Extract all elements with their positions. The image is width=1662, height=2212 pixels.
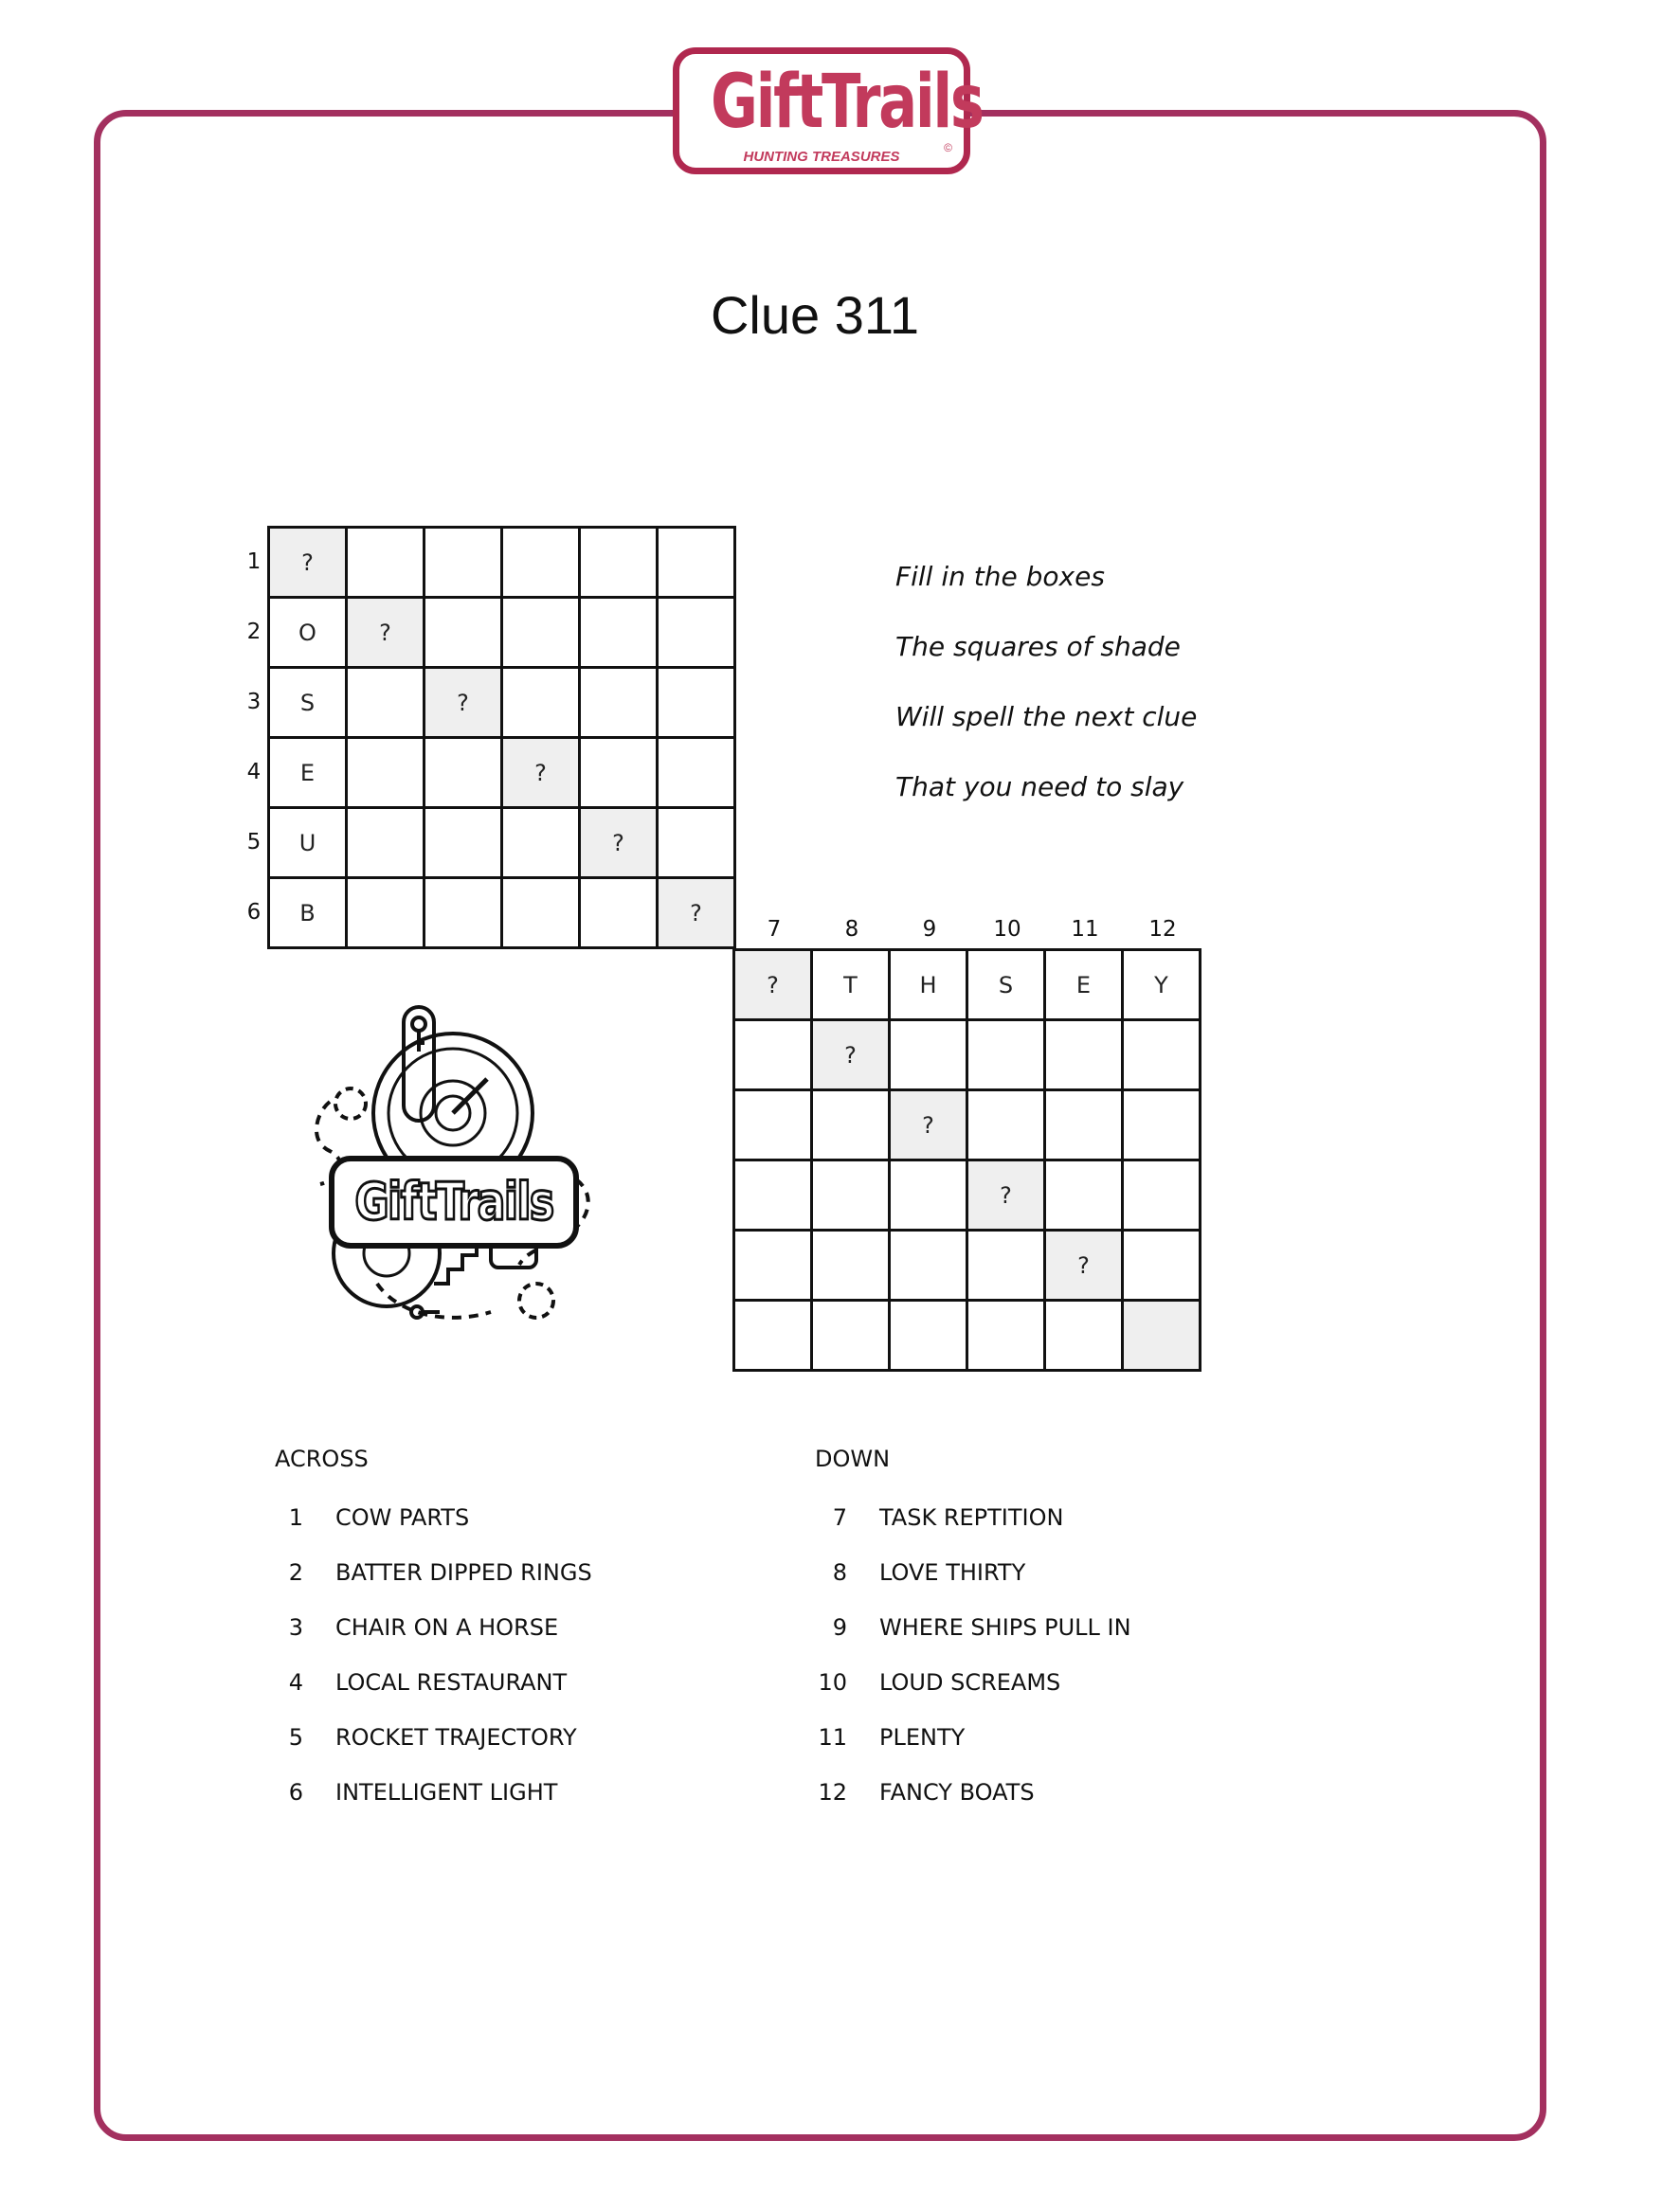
clue-number: 8	[832, 1559, 847, 1586]
grid-cell[interactable]	[659, 809, 736, 879]
grid-cell[interactable]: E	[1046, 951, 1124, 1021]
grid-cell[interactable]	[891, 1021, 968, 1091]
grid-cell[interactable]	[503, 529, 581, 599]
grid-cell[interactable]	[1046, 1091, 1124, 1161]
grid-cell[interactable]: S	[270, 669, 348, 739]
grid-cell[interactable]	[659, 529, 736, 599]
column-number: 7	[767, 917, 782, 942]
grid-cell[interactable]	[659, 669, 736, 739]
grid-cell[interactable]: O	[270, 599, 348, 669]
column-number: 12	[1148, 917, 1177, 942]
logo-tagline: HUNTING TREASURES	[679, 149, 964, 165]
grid-cell[interactable]: U	[270, 809, 348, 879]
clue-number: 5	[288, 1724, 303, 1751]
brand-logo	[673, 47, 983, 174]
clue-number: 6	[288, 1779, 303, 1806]
shaded-answer-cell[interactable]: ?	[891, 1091, 968, 1161]
grid-cell[interactable]: H	[891, 951, 968, 1021]
grid-cell[interactable]	[659, 599, 736, 669]
copyright-mark: ©	[944, 141, 952, 154]
grid-cell[interactable]: B	[270, 879, 348, 949]
grid-cell[interactable]: S	[968, 951, 1046, 1021]
grid-cell[interactable]	[1046, 1021, 1124, 1091]
shaded-answer-cell[interactable]: ?	[1046, 1232, 1124, 1302]
grid-cell[interactable]	[968, 1232, 1046, 1302]
grid-cell[interactable]	[968, 1021, 1046, 1091]
grid-cell[interactable]: T	[813, 951, 891, 1021]
down-clue-list	[815, 1490, 1131, 1820]
grid-cell[interactable]	[348, 739, 425, 809]
grid-cell[interactable]	[503, 879, 581, 949]
shaded-answer-cell[interactable]: ?	[968, 1161, 1046, 1232]
grid-cell[interactable]	[425, 879, 503, 949]
down-clue	[815, 1710, 1131, 1765]
row-number: 2	[246, 620, 262, 644]
down-clue	[815, 1490, 1131, 1545]
grid-cell[interactable]: Y	[1124, 951, 1201, 1021]
clue-text: LOUD SCREAMS	[879, 1669, 1061, 1696]
grid-cell[interactable]	[348, 669, 425, 739]
grid-cell[interactable]	[1124, 1091, 1201, 1161]
clue-text: WHERE SHIPS PULL IN	[879, 1614, 1131, 1641]
grid-cell[interactable]	[503, 599, 581, 669]
down-clue	[815, 1600, 1131, 1655]
grid-cell[interactable]	[1124, 1021, 1201, 1091]
clue-text: CHAIR ON A HORSE	[335, 1614, 559, 1641]
clue-number: 11	[818, 1724, 847, 1751]
instruction-poem	[895, 542, 1274, 822]
row-number: 5	[246, 830, 262, 854]
grid-cell[interactable]	[1046, 1161, 1124, 1232]
grid-cell[interactable]	[659, 739, 736, 809]
grid-cell[interactable]	[813, 1232, 891, 1302]
clue-text: INTELLIGENT LIGHT	[335, 1779, 558, 1806]
row-number: 4	[246, 760, 262, 784]
shaded-answer-cell[interactable]: ?	[348, 599, 425, 669]
across-clue	[275, 1710, 592, 1765]
grid-cell[interactable]	[581, 599, 659, 669]
shaded-answer-cell[interactable]: ?	[813, 1021, 891, 1091]
grid-cell[interactable]	[1124, 1232, 1201, 1302]
poem-line: The squares of shade	[895, 631, 1181, 662]
shaded-answer-cell[interactable]: ?	[270, 529, 348, 599]
grid-cell[interactable]	[813, 1302, 891, 1372]
down-clue	[815, 1655, 1131, 1710]
clue-text: FANCY BOATS	[879, 1779, 1035, 1806]
clue-text: TASK REPTITION	[879, 1504, 1064, 1531]
brand-wordmark: GiftTrails	[711, 60, 983, 145]
grid-cell[interactable]	[735, 1161, 813, 1232]
column-number: 8	[844, 917, 859, 942]
grid-cell[interactable]	[581, 529, 659, 599]
grid-cell[interactable]	[425, 809, 503, 879]
column-number: 9	[922, 917, 937, 942]
clue-number: 3	[288, 1614, 303, 1641]
crossword-grid-across	[267, 526, 736, 949]
down-heading: DOWN	[815, 1446, 891, 1472]
clue-text: LOCAL RESTAURANT	[335, 1669, 568, 1696]
clue-number: 1	[288, 1504, 303, 1531]
shaded-answer-cell[interactable]: ?	[425, 669, 503, 739]
grid-cell[interactable]	[1046, 1302, 1124, 1372]
grid-cell[interactable]	[425, 599, 503, 669]
grid-cell[interactable]	[348, 529, 425, 599]
row-number: 6	[246, 900, 262, 925]
grid-cell[interactable]	[503, 809, 581, 879]
grid-cell[interactable]	[813, 1161, 891, 1232]
across-clue	[275, 1490, 592, 1545]
grid-cell[interactable]	[735, 1232, 813, 1302]
grid-cell[interactable]	[891, 1161, 968, 1232]
small-key-icon	[411, 1306, 423, 1318]
clue-text: COW PARTS	[335, 1504, 470, 1531]
grid-cell[interactable]	[425, 529, 503, 599]
clue-text: LOVE THIRTY	[879, 1559, 1026, 1586]
poem-line: Will spell the next clue	[895, 701, 1198, 732]
emblem-wordmark: GiftTrails	[354, 1171, 553, 1232]
grid-cell[interactable]	[1124, 1161, 1201, 1232]
across-clue-list	[275, 1490, 592, 1820]
grid-cell[interactable]	[581, 879, 659, 949]
shaded-answer-cell[interactable]	[1124, 1302, 1201, 1372]
key-tag-shape	[404, 1007, 434, 1121]
grid-cell[interactable]	[891, 1232, 968, 1302]
grid-cell[interactable]	[813, 1091, 891, 1161]
column-number: 11	[1071, 917, 1099, 942]
poem-line: That you need to slay	[895, 771, 1184, 802]
grid-cell[interactable]	[348, 809, 425, 879]
grid-cell[interactable]	[735, 1091, 813, 1161]
shaded-answer-cell[interactable]: ?	[581, 809, 659, 879]
grid-cell[interactable]	[581, 739, 659, 809]
column-number: 10	[993, 917, 1021, 942]
grid-cell[interactable]	[968, 1302, 1046, 1372]
down-clue	[815, 1545, 1131, 1600]
grid-cell[interactable]	[891, 1302, 968, 1372]
poem-line: Fill in the boxes	[895, 561, 1105, 592]
shaded-answer-cell[interactable]: ?	[659, 879, 736, 949]
grid-cell[interactable]: E	[270, 739, 348, 809]
across-clue	[275, 1765, 592, 1820]
shaded-answer-cell[interactable]: ?	[735, 951, 813, 1021]
crossword-grid-down	[732, 948, 1201, 1372]
clue-text: BATTER DIPPED RINGS	[335, 1559, 592, 1586]
grid-cell[interactable]	[735, 1302, 813, 1372]
clue-text: ROCKET TRAJECTORY	[335, 1724, 577, 1751]
grid-cell[interactable]	[735, 1021, 813, 1091]
row-number: 1	[246, 549, 262, 574]
clue-number: 10	[818, 1669, 847, 1696]
grid-cell[interactable]	[968, 1091, 1046, 1161]
grid-cell[interactable]	[581, 669, 659, 739]
across-clue	[275, 1655, 592, 1710]
clue-text: PLENTY	[879, 1724, 966, 1751]
clue-number: 2	[288, 1559, 303, 1586]
row-number: 3	[246, 690, 262, 714]
across-clue	[275, 1545, 592, 1600]
clue-number: 12	[818, 1779, 847, 1806]
across-heading: ACROSS	[275, 1446, 369, 1472]
grid-cell[interactable]	[425, 739, 503, 809]
down-clue	[815, 1765, 1131, 1820]
clue-number: 9	[832, 1614, 847, 1641]
across-clue	[275, 1600, 592, 1655]
gifttrails-emblem	[301, 999, 614, 1340]
grid-cell[interactable]	[348, 879, 425, 949]
clue-number: 4	[288, 1669, 303, 1696]
grid-cell[interactable]	[503, 669, 581, 739]
key-ring-icon	[412, 1017, 425, 1031]
page-title: Clue 311	[710, 285, 919, 345]
shaded-answer-cell[interactable]: ?	[503, 739, 581, 809]
clue-number: 7	[832, 1504, 847, 1531]
